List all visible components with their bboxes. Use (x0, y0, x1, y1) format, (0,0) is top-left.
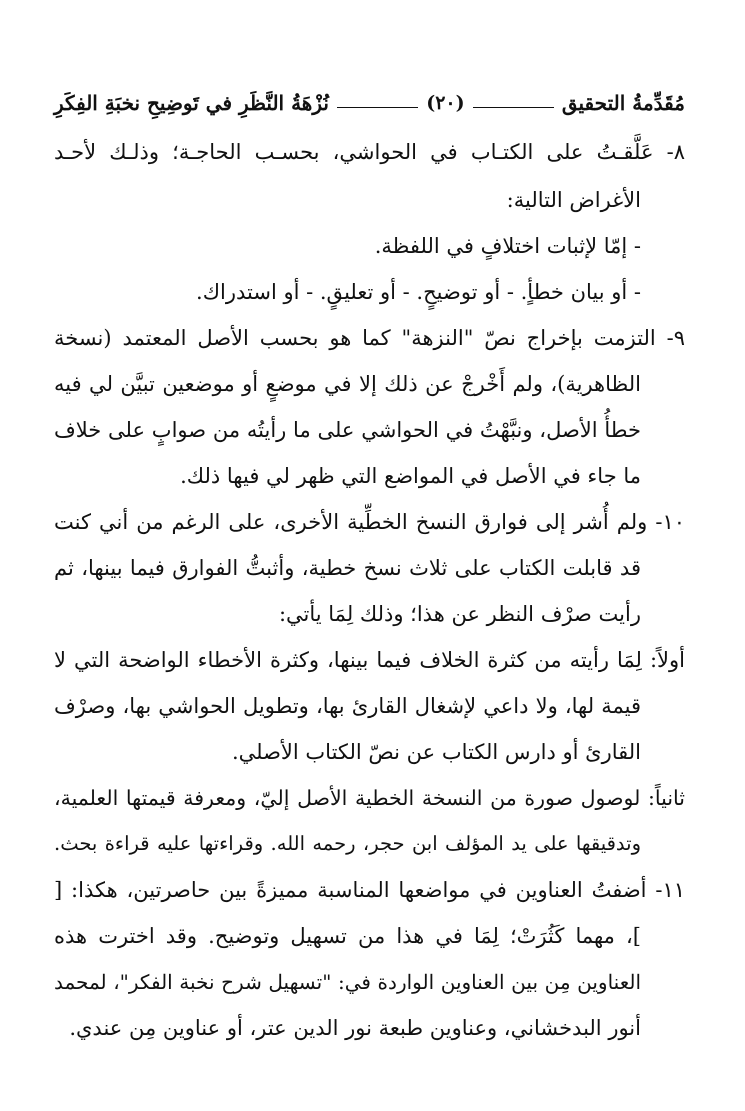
text-line: ٨- عَلَّقـتُ على الكتـاب في الحواشي، بحسـب الحاجـة؛ وذلـك لأحـد (54, 140, 685, 164)
text-line: القارئ أو دارس الكتاب عن نصّ الكتاب الأصلي. (231, 740, 641, 764)
text-line: ١١- أضفتُ العناوين في مواضعها المناسبة مميزةً بين حاصرتين، هكذا: [ (54, 878, 685, 902)
running-header (54, 86, 685, 120)
text-line: العناوين مِن بين العناوين الواردة في: "تسهيل شرح نخبة الفكر"، لمحمد (54, 970, 641, 994)
text-line: ثانياً: لوصول صورة من النسخة الخطية الأصل إليّ، ومعرفة قيمتها العلمية، (54, 786, 685, 810)
text-line: وتدقيقها على يد المؤلف ابن حجر، رحمه الله. وقراءتها عليه قراءة بحث. (54, 832, 641, 855)
text-line: أولاً: لِمَا رأيته من كثرة الخلاف فيما بينها، وكثرة الأخطاء الواضحة التي لا (54, 648, 685, 672)
header-rule-right (473, 107, 554, 108)
text-line: الظاهرية)، ولم أَخْرجْ عن ذلك إلا في موضعٍ أو موضعين تبيَّن لي فيه (54, 372, 641, 396)
book-title: نُزْهَةُ النَّظَرِ في تَوضِيحِ نخبَةِ الفِكَرِ (54, 91, 329, 115)
text-line: خطأُ الأصل، ونبَّهْتُ في الحواشي على ما رأيتُه من صوابٍ على خلاف (54, 418, 641, 442)
text-line: ]، مهما كَثُرَتْ؛ لِمَا في هذا من تسهيل وتوضيح. وقد اخترت هذه (54, 924, 641, 948)
page-number: (٢٠) (426, 92, 465, 114)
text-line: ٩- التزمت بإخراج نصّ "النزهة" كما هو بحسب الأصل المعتمد (نسخة (54, 326, 685, 350)
text-line: قيمة لها، ولا داعي لإشغال القارئ بها، وتطويل الحواشي بها، وصرْف (54, 694, 642, 718)
text-line: ما جاء في الأصل في المواضع التي ظهر لي فيها ذلك. (180, 464, 641, 488)
text-line: قد قابلت الكتاب على ثلاث نسخ خطية، وأثبتُّ الفوارق فيما بينها، ثم (54, 556, 641, 580)
header-rule-left (337, 107, 418, 108)
section-title: مُقَدِّمةُ التحقيق (561, 91, 685, 115)
text-line: ١٠- ولم أُشر إلى فوارق النسخ الخطِّية الأخرى، على الرغم من أني كنت (54, 510, 685, 534)
text-line: الأغراض التالية: (506, 188, 641, 212)
text-line: رأيت صرْف النظر عن هذا؛ وذلك لِمَا يأتي: (278, 602, 641, 626)
text-line: أنور البدخشاني، وعناوين طبعة نور الدين عتر، أو عناوين مِن عندي. (69, 1016, 641, 1040)
text-line: - أو بيان خطأٍ. - أو توضيحٍ. - أو تعليقٍ. - أو استدراك. (196, 280, 641, 304)
text-line: - إمّا لإثبات اختلافٍ في اللفظة. (374, 234, 641, 258)
